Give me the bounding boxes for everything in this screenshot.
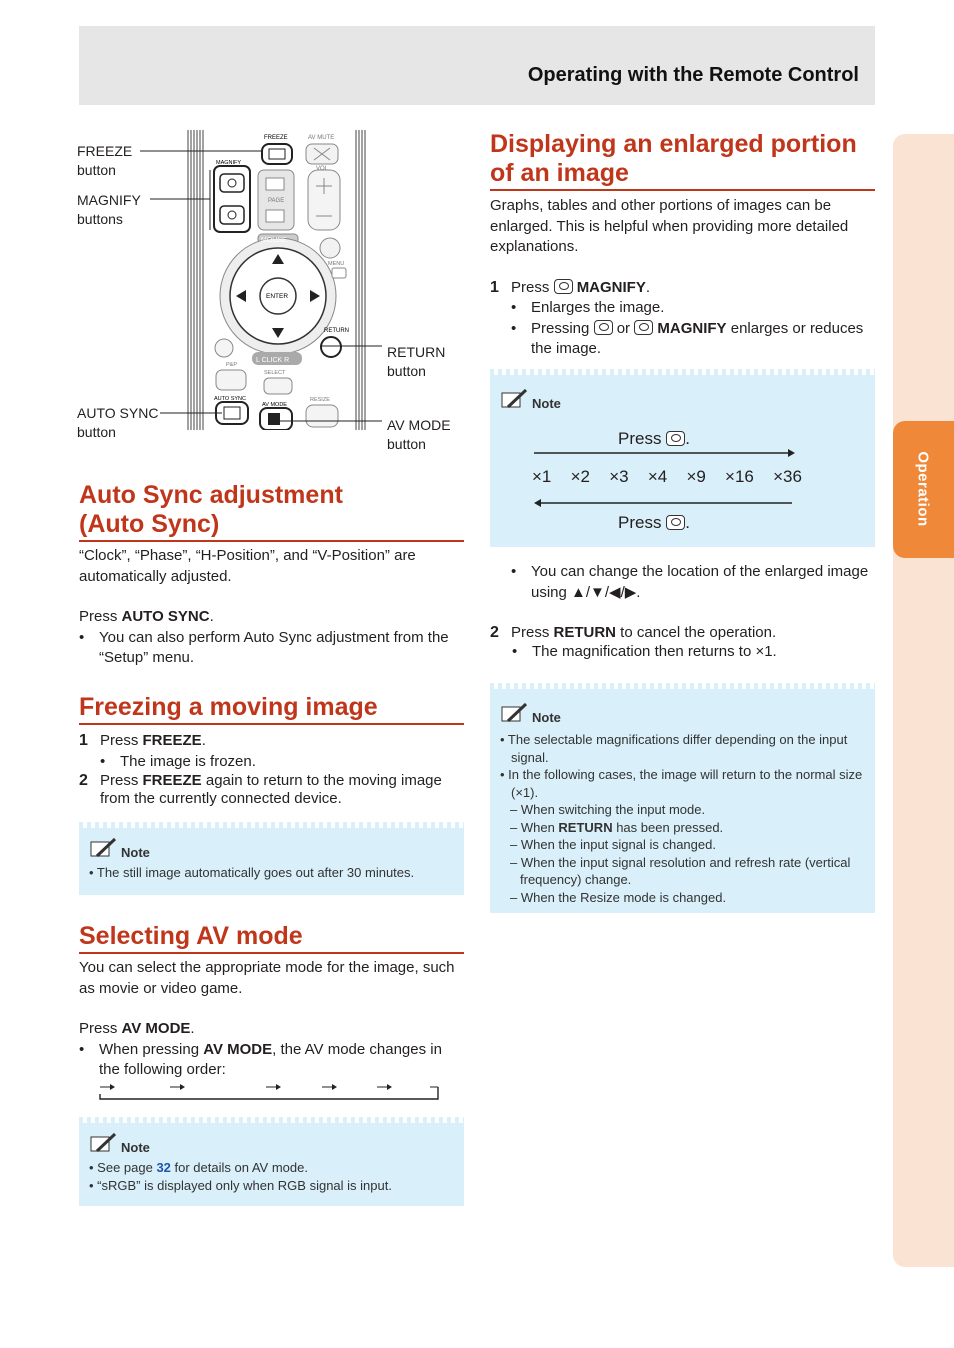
remote-label-enter: ENTER — [266, 293, 289, 300]
remote-label-av-mute: AV MUTE — [308, 135, 335, 141]
magnify-note — [490, 369, 875, 547]
freeze-step-2: 2 Press FREEZE again to return to the moving image from the currently connected device. — [79, 772, 442, 807]
magnify-step-1-bullet-2: • Pressing or MAGNIFY enlarges or reduces the image. — [511, 319, 875, 360]
magnify-note-2-dash-4: – When the input signal resolution and refresh rate (vertical frequency) change. — [510, 854, 851, 887]
av-mode-order-diagram — [98, 1082, 443, 1102]
freeze-section — [79, 693, 464, 808]
av-mode-note-1: • See page 32 for details on AV mode. — [89, 1160, 308, 1175]
remote-label-freeze: FREEZE — [264, 135, 288, 141]
remote-label-av-mode: AV MODE — [262, 402, 287, 408]
magnify-note-2-dash-5: – When the Resize mode is changed. — [510, 889, 727, 905]
auto-sync-press: Press AUTO SYNC. — [79, 608, 214, 625]
magnify-note-2-body — [500, 731, 865, 906]
av-mode-desc: You can select the appropriate mode for the image, such as movie or video game. — [79, 959, 455, 997]
magnify-move-bullet: • You can change the location of the enlarged image using ▲/▼/◀/▶. — [511, 562, 875, 603]
freeze-note — [79, 822, 464, 895]
callout-freeze: FREEZE button — [77, 143, 133, 178]
auto-sync-desc: “Clock”, “Phase”, “H-Position”, and “V-Position” are automatically adjusted. — [79, 547, 416, 585]
av-mode-press: Press AV MODE. — [79, 1020, 195, 1037]
av-mode-note — [79, 1117, 464, 1206]
magnify-note-2-dash-1: – When switching the input mode. — [510, 802, 706, 817]
remote-label-select: SELECT — [264, 370, 286, 376]
magnify-step-2-bullet: • The magnification then returns to ×1. — [512, 642, 875, 661]
remote-label-magnify: MAGNIFY — [216, 160, 242, 166]
callout-auto-sync: AUTO SYNC button — [77, 405, 159, 440]
magnify-note-2-line-1: • The selectable magnifications differ depending on the input signal. — [500, 732, 848, 765]
av-mode-bullet: • When pressing AV MODE, the AV mode changes in the following order: — [79, 1040, 464, 1081]
magnify-note-2 — [490, 683, 875, 913]
magnify-note-title: Note — [500, 387, 865, 411]
pencil-note-icon — [500, 701, 530, 725]
section-title: Operating with the Remote Control — [527, 64, 859, 86]
magnify-section — [490, 130, 875, 360]
magnify-minus-icon — [666, 515, 685, 530]
remote-label-menu: MENU — [328, 261, 345, 267]
freeze-note-text: • The still image automatically goes out after 30 minutes. — [89, 865, 415, 880]
page-link[interactable]: 32 — [156, 1160, 171, 1175]
side-tab-operation[interactable] — [893, 421, 954, 558]
magnify-plus-icon — [594, 320, 613, 335]
auto-sync-heading: Auto Sync adjustment (Auto Sync) — [79, 481, 464, 542]
magnify-step-1: 1 Press MAGNIFY. • Enlarges the image. • Pressing or MAGNIFY enlarges or reduces the image. — [490, 278, 875, 360]
freeze-heading: Freezing a moving image — [79, 693, 464, 725]
side-tab-label: Operation — [914, 451, 932, 527]
remote-label-page: PAGE — [268, 198, 285, 204]
magnify-plus-icon — [666, 431, 685, 446]
remote-label-auto-sync: AUTO SYNC — [214, 396, 246, 402]
magnification-scale: ×1 ×2 ×3 ×4 ×9 ×16 ×36 — [532, 467, 802, 486]
magnify-press-bottom: Press . — [618, 513, 690, 532]
remote-label-mouse: MOUSE — [261, 237, 287, 244]
callout-lines — [130, 140, 390, 440]
pencil-note-icon — [89, 836, 119, 860]
magnify-note-2-dash-3: – When the input signal is changed. — [510, 837, 716, 852]
av-mode-heading: Selecting AV mode — [79, 922, 464, 954]
av-mode-note-title: Note — [89, 1131, 454, 1155]
callout-magnify: MAGNIFY buttons — [77, 192, 141, 227]
remote-label-click: L CLICK R — [256, 357, 290, 364]
av-mode-section — [79, 922, 464, 1081]
magnify-note-2-title: Note — [500, 701, 865, 725]
callout-return: RETURN button — [387, 344, 446, 379]
pencil-note-icon — [89, 1131, 119, 1155]
magnify-plus-icon — [554, 279, 573, 294]
remote-label-pp: P&P — [226, 362, 238, 368]
callout-av-mode: AV MODE button — [387, 417, 451, 452]
side-tab-background — [893, 134, 954, 1267]
auto-sync-bullet: • You can also perform Auto Sync adjustment from the “Setup” menu. — [79, 628, 464, 669]
magnify-heading: Displaying an enlarged portion of an image — [490, 130, 875, 191]
auto-sync-section — [79, 481, 464, 669]
freeze-step-1: 1 Press FREEZE. • The image is frozen. — [79, 731, 464, 772]
magnify-note-2-line-2: • In the following cases, the image will return to the normal size (×1). — [500, 767, 863, 800]
freeze-note-title: Note — [89, 836, 454, 860]
remote-label-resize: RESIZE — [310, 397, 330, 403]
pencil-note-icon — [500, 387, 530, 411]
magnify-move-block — [490, 562, 875, 661]
remote-label-vol: VOL — [316, 166, 329, 172]
magnify-note-2-dash-2: – When RETURN has been pressed. — [510, 819, 724, 835]
magnify-minus-icon — [634, 320, 653, 335]
freeze-step-1-bullet: • The image is frozen. — [100, 752, 464, 773]
magnify-step-1-bullet-1: • Enlarges the image. — [511, 298, 875, 319]
magnify-desc: Graphs, tables and other portions of images can be enlarged. This is helpful when providing more detailed explanations. — [490, 197, 849, 255]
av-mode-note-2: • “sRGB” is displayed only when RGB signal is input. — [89, 1177, 392, 1193]
magnify-step-2: 2 Press RETURN to cancel the operation. • The magnification then returns to ×1. — [490, 623, 875, 661]
magnify-press-top: Press . — [618, 429, 690, 448]
remote-label-return: RETURN — [324, 328, 349, 334]
